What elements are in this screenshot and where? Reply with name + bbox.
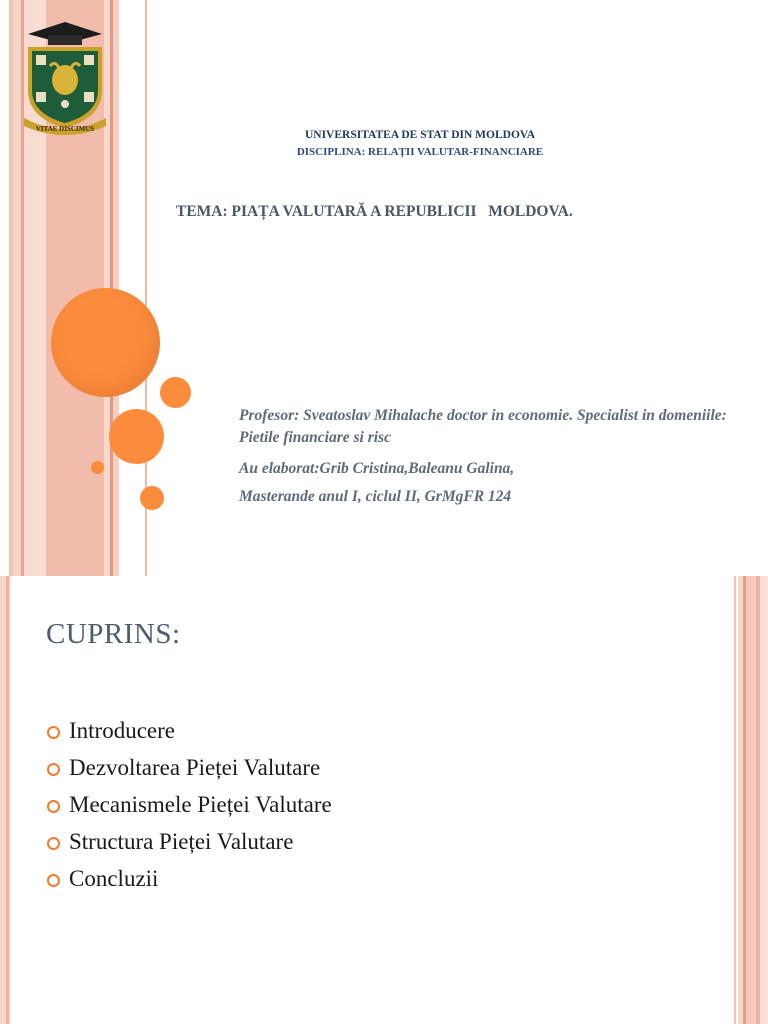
list-item-label: Dezvoltarea Pieței Valutare — [69, 755, 321, 780]
students-info: Masterande anul I, ciclul II, GrMgFR 124 — [239, 488, 512, 505]
list-item — [46, 788, 332, 825]
discipline-name: DISCIPLINA: RELAȚII VALUTAR-FINANCIARE — [296, 146, 544, 158]
university-name: UNIVERSITATEA DE STAT DIN MOLDOVA — [304, 129, 536, 141]
decor-circle-small — [160, 377, 191, 408]
circle-bullet-icon — [47, 874, 60, 887]
circle-bullet-icon — [47, 800, 60, 813]
circle-bullet-icon — [47, 726, 60, 739]
list-item — [46, 825, 332, 862]
professor-info: Profesor: Sveatoslav Mihalache doctor in economie. Specialist in domeniile: Pietile financiare si risc — [239, 407, 727, 446]
list-item — [46, 751, 332, 788]
decor-circle-large — [51, 288, 160, 397]
list-item — [46, 862, 332, 899]
university-crest-icon — [22, 20, 108, 136]
list-item-label: Introducere — [69, 718, 175, 743]
list-item-label: Concluzii — [69, 866, 159, 891]
decor-stripe — [746, 576, 756, 1024]
list-item-label: Structura Pieței Valutare — [69, 829, 294, 854]
contents-list — [46, 714, 332, 899]
decor-stripe — [13, 0, 21, 576]
crest-motto: VITAE DISCIMUS — [35, 125, 95, 133]
decor-circle-tiny — [91, 461, 104, 474]
list-item — [46, 714, 332, 751]
decor-circle-small — [140, 486, 164, 510]
circle-bullet-icon — [47, 837, 60, 850]
contents-title: CUPRINS: — [46, 618, 181, 650]
presentation-theme: TEMA: PIAȚA VALUTARĂ A REPUBLICII MOLDOVA. — [176, 203, 573, 220]
decor-circle-medium — [109, 409, 164, 464]
decor-stripe — [9, 576, 11, 1024]
decor-stripe — [760, 576, 768, 1024]
decor-stripe — [734, 576, 736, 1024]
authors-info: Au elaborat:Grib Cristina,Baleanu Galina, — [239, 460, 515, 477]
circle-bullet-icon — [47, 763, 60, 776]
list-item-label: Mecanismele Pieței Valutare — [69, 792, 332, 817]
